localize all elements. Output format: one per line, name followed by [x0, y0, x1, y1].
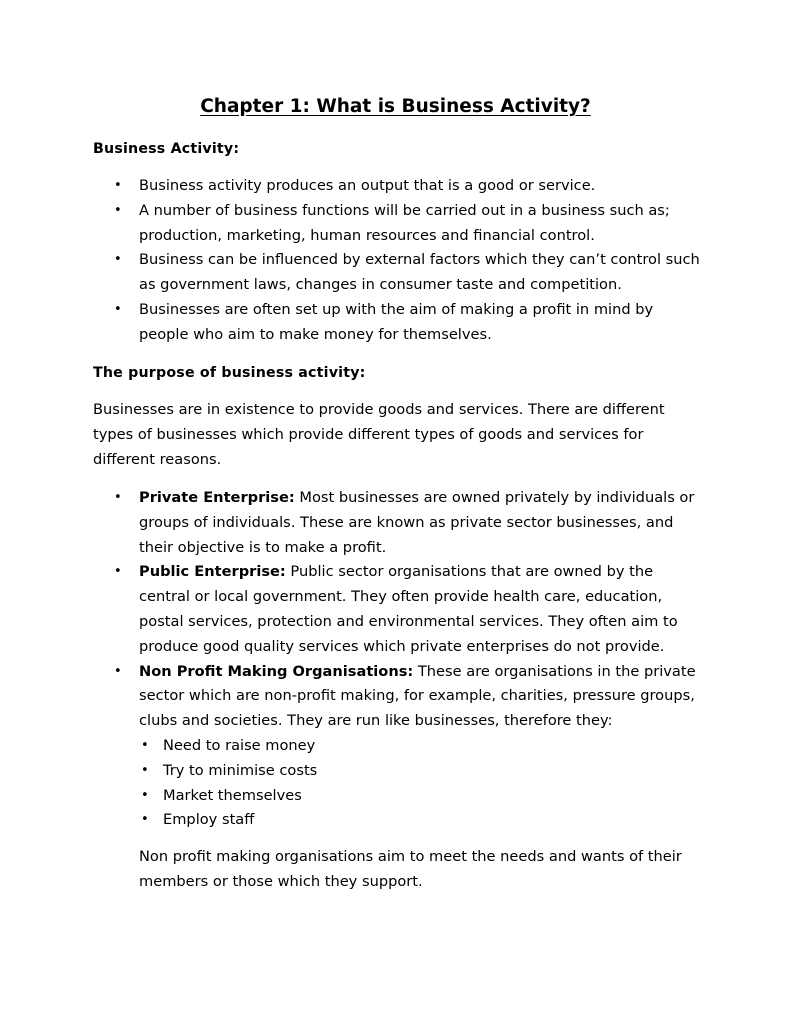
business-activity-list — [93, 174, 703, 348]
list-item: • Business can be influenced by external factors which they can’t control such as government laws, changes in consumer taste and competition. — [93, 248, 703, 298]
enterprise-types-list — [93, 486, 703, 895]
sub-list-item: • Employ staff — [139, 808, 703, 833]
section-heading-purpose: The purpose of business activity: — [93, 365, 366, 381]
page-title: Chapter 1: What is Business Activity? — [200, 96, 591, 117]
list-item: • Businesses are often set up with the aim of making a profit in mind by people who aim to make money for themselves. — [93, 298, 703, 348]
term-description: Public sector organisations that are owned by the central or local government. They often provide health care, education, postal services, protection and environmental services. They often aim to produce good quality services which private enterprises do not provide. — [139, 563, 678, 655]
list-item-non-profit — [93, 660, 703, 895]
sub-list-item: • Market themselves — [139, 784, 703, 809]
term-description: Most businesses are owned privately by individuals or groups of individuals. These are known as private sector businesses, and their objective is to make a profit. — [139, 489, 695, 556]
term-label: Private Enterprise: — [139, 489, 295, 506]
non-profit-activities-list — [139, 734, 703, 833]
term-label: Non Profit Making Organisations: — [139, 662, 414, 680]
purpose-intro-paragraph: Businesses are in existence to provide goods and services. There are different types of businesses which provide different types of goods and services for different reasons. — [93, 401, 665, 468]
non-profit-closing-paragraph: Non profit making organisations aim to meet the needs and wants of their members or those which they support. — [139, 848, 682, 890]
sub-list-item: • Need to raise money — [139, 734, 703, 759]
term-label: Public Enterprise: — [139, 563, 286, 581]
list-item-private-enterprise — [93, 486, 703, 560]
term-description: These are organisations in the private sector which are non-profit making, for example, charities, pressure groups, clubs and societies. They are run like businesses, therefore they: — [139, 662, 696, 730]
sub-list-item: • Try to minimise costs — [139, 759, 703, 784]
section-heading-business-activity: Business Activity: — [93, 141, 240, 157]
list-item-public-enterprise — [93, 560, 703, 659]
list-item: • A number of business functions will be carried out in a business such as; production, marketing, human resources and financial control. — [93, 199, 703, 249]
list-item: • Business activity produces an output that is a good or service. — [93, 174, 703, 199]
